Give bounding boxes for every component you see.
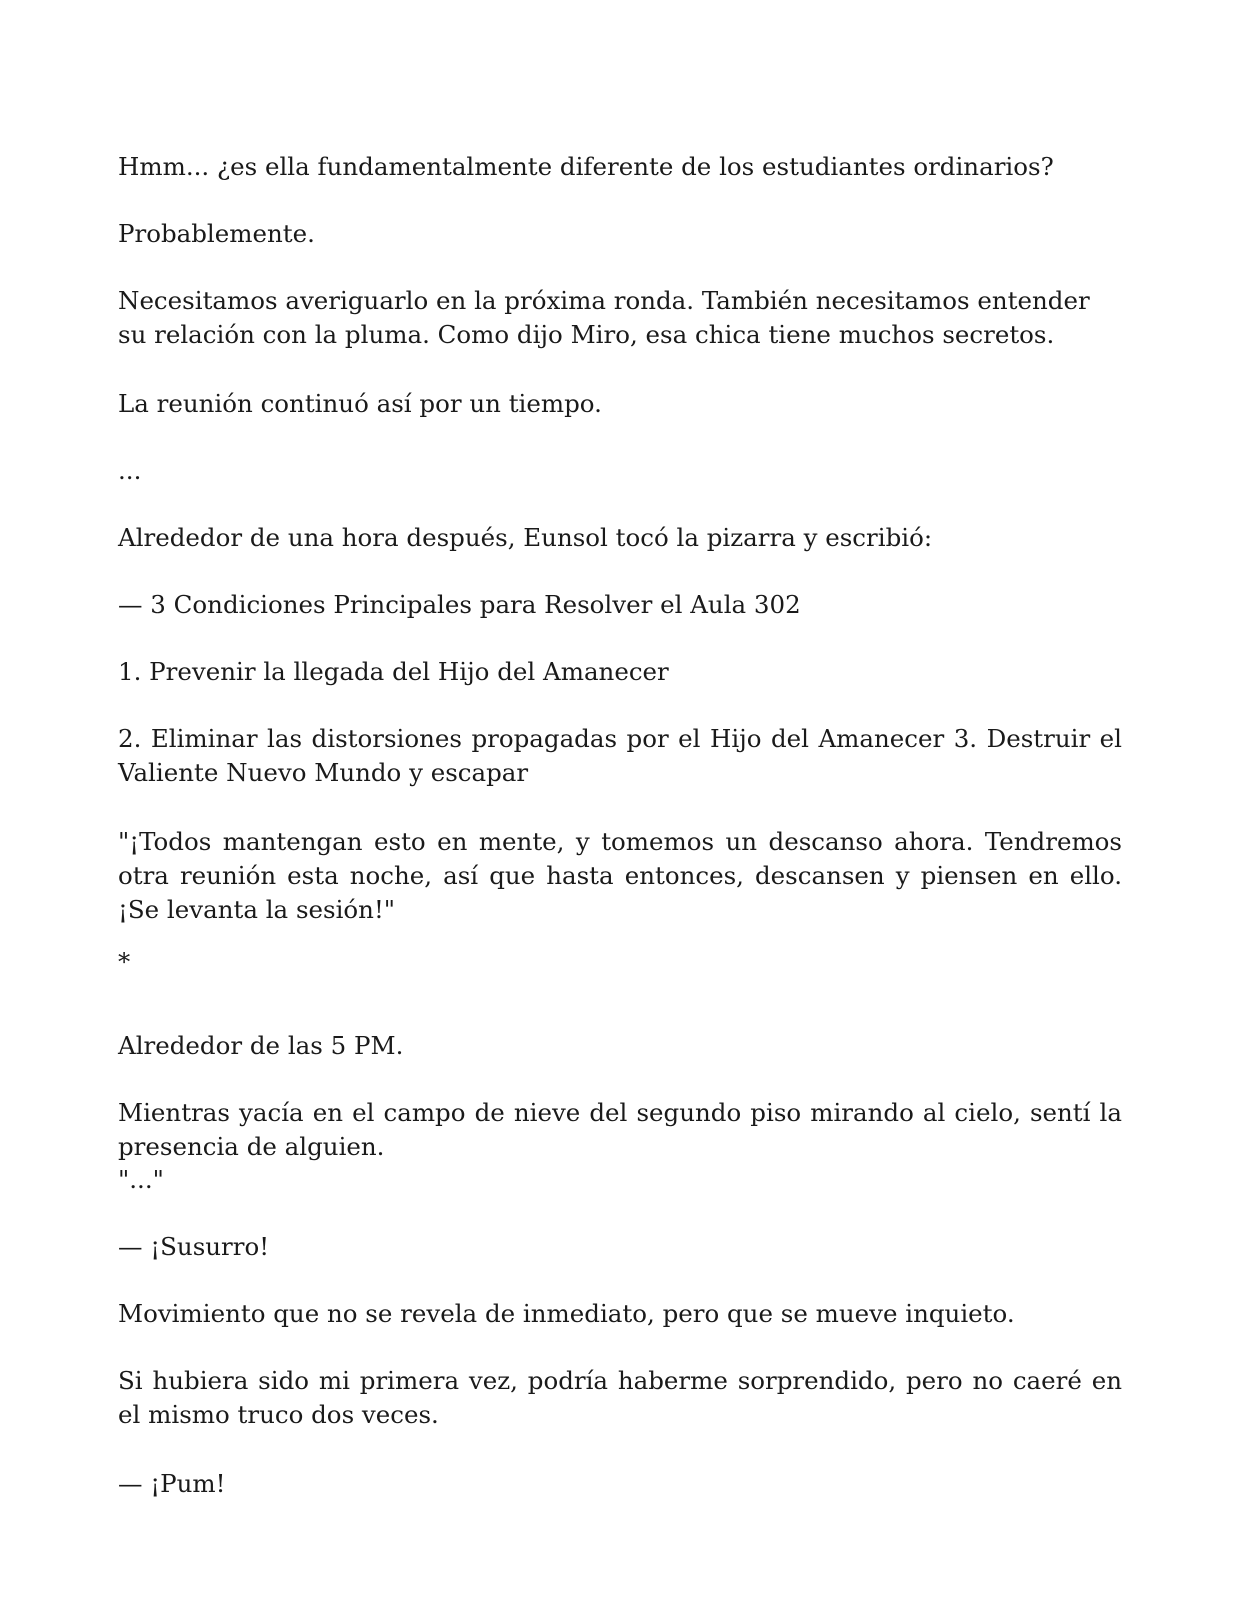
paragraph: Alrededor de las 5 PM. — [118, 1031, 404, 1060]
dialogue-paragraph: "¡Todos mantengan esto en mente, y tomemos un descanso ahora. Tendremos otra reunión esta noche, así que hasta entonces, descansen y piensen en ello. ¡Se levanta la sesión!" — [118, 827, 1122, 924]
paragraph: Probablemente. — [118, 219, 315, 248]
ellipsis-separator: ... — [118, 456, 142, 485]
paragraph: Mientras yacía en el campo de nieve del segundo piso mirando al cielo, sentí la presencia de alguien. — [118, 1098, 1122, 1161]
sound-effect: — ¡Pum! — [118, 1469, 226, 1498]
condition-item: 1. Prevenir la llegada del Hijo del Amanecer — [118, 657, 669, 686]
sound-effect: — ¡Susurro! — [118, 1232, 270, 1261]
paragraph: Necesitamos averiguarlo en la próxima ronda. También necesitamos entender su relación con la pluma. Como dijo Miro, esa chica tiene muchos secretos. — [118, 286, 1090, 349]
paragraph: Si hubiera sido mi primera vez, podría haberme sorprendido, pero no caeré en el mismo truco dos veces. — [118, 1366, 1122, 1429]
paragraph: Movimiento que no se revela de inmediato, pero que se mueve inquieto. — [118, 1299, 1015, 1328]
dialogue-paragraph: "..." — [118, 1165, 164, 1194]
conditions-heading: — 3 Condiciones Principales para Resolver el Aula 302 — [118, 590, 801, 619]
scene-break: * — [118, 947, 131, 976]
paragraph: Alrededor de una hora después, Eunsol tocó la pizarra y escribió: — [118, 523, 933, 552]
paragraph: La reunión continuó así por un tiempo. — [118, 389, 602, 418]
condition-item: 2. Eliminar las distorsiones propagadas por el Hijo del Amanecer 3. Destruir el Valiente Nuevo Mundo y escapar — [118, 724, 1122, 787]
paragraph: Hmm... ¿es ella fundamentalmente diferente de los estudiantes ordinarios? — [118, 152, 1054, 181]
